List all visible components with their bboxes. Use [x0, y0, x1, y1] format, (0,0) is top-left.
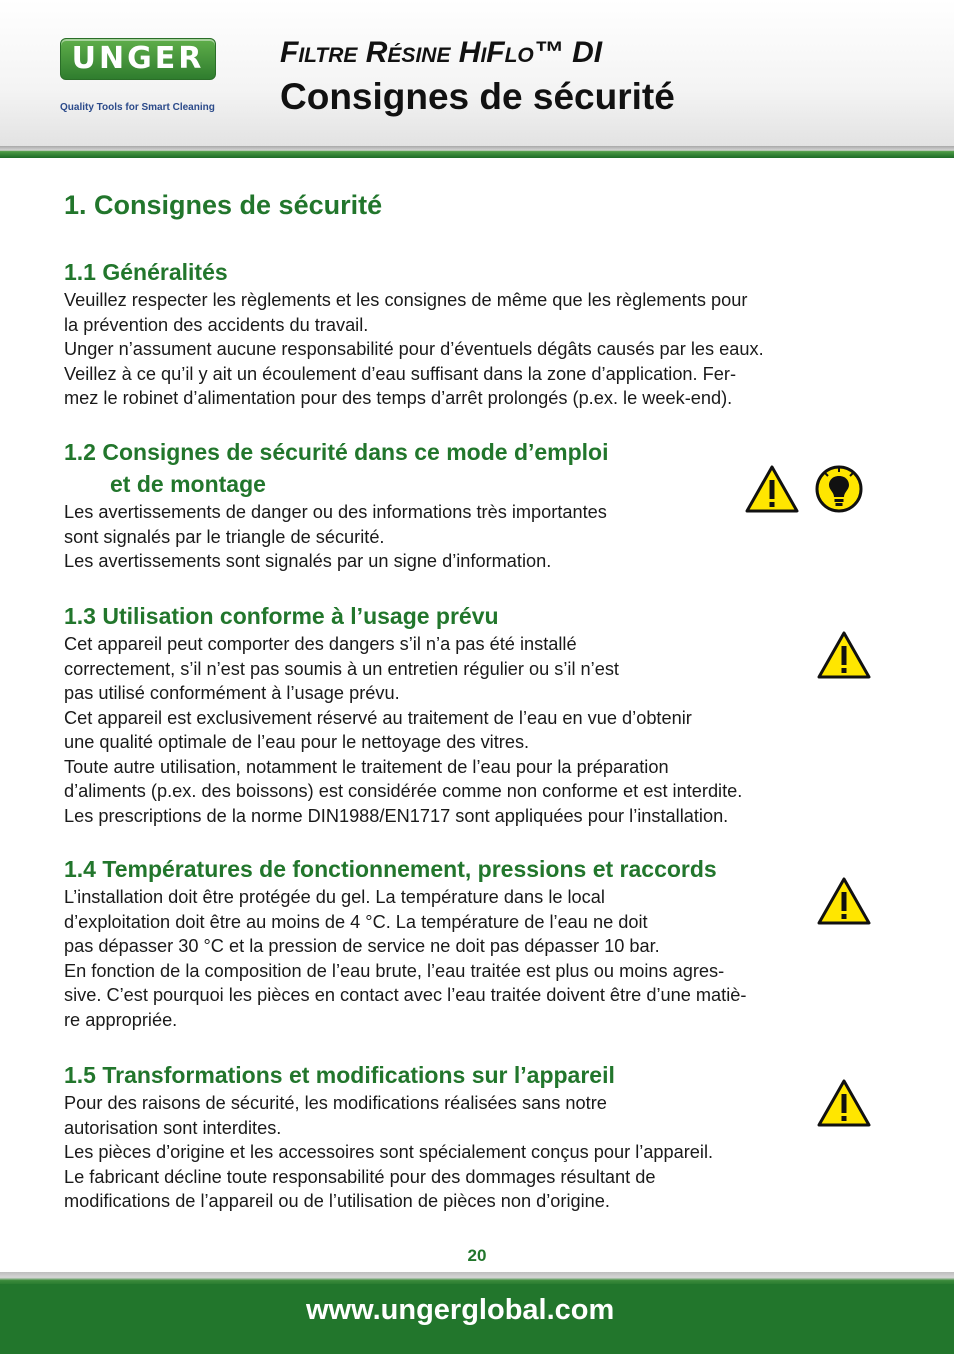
warning-triangle-icon [816, 1078, 872, 1128]
paragraph-line: Unger n’assument aucune responsabilité pour d’éventuels dégâts causés par les eaux. [64, 339, 764, 359]
product-title: Filtre Résine HiFlo™ DI [280, 36, 603, 69]
paragraph-line: sont signalés par le triangle de sécurité. [64, 526, 385, 547]
section-title-line-2: et de montage [110, 471, 266, 497]
page-number: 20 [467, 1246, 487, 1265]
page-title: Consignes de sécurité [280, 76, 675, 117]
paragraph-line: pas utilisé conformément à l’usage prévu. [64, 683, 400, 703]
header-divider [0, 146, 954, 158]
section-1-3 [64, 600, 742, 828]
paragraph-line: L’installation doit être protégée du gel. La température dans le local [64, 887, 605, 907]
paragraph-line: sive. C’est pourquoi les pièces en contact avec l’eau traitée doivent être d’une matiè- [64, 985, 747, 1005]
paragraph-line: d’exploitation doit être au moins de 4 °C. La température de l’eau ne doit [64, 911, 648, 932]
logo-tagline: Quality Tools for Smart Cleaning [60, 102, 215, 113]
paragraph-line: une qualité optimale de l’eau pour le nettoyage des vitres. [64, 732, 530, 752]
paragraph-line: autorisation sont interdites. [64, 1117, 282, 1138]
paragraph-line: la prévention des accidents du travail. [64, 314, 369, 335]
paragraph-line: Pour des raisons de sécurité, les modifications réalisées sans notre [64, 1093, 607, 1113]
logo-badge [60, 38, 216, 80]
paragraph-line: Veuillez respecter les règlements et les consignes de même que les règlements pour [64, 290, 748, 310]
page-footer [0, 1284, 954, 1354]
logo-wordmark: UNGER [71, 41, 205, 76]
paragraph-line: Les prescriptions de la norme DIN1988/EN1717 sont appliquées pour l’installation. [64, 805, 729, 826]
paragraph-line: re appropriée. [64, 1009, 178, 1030]
page-header [0, 0, 954, 148]
section-title: 1.4 Températures de fonctionnement, pressions et raccords [64, 856, 717, 882]
paragraph-line: Les avertissements sont signalés par un signe d’information. [64, 551, 552, 571]
lightbulb-info-icon [814, 464, 864, 514]
section-title-line-1: 1.2 Consignes de sécurité dans ce mode d’emploi [64, 439, 609, 465]
section-title: 1.1 Généralités [64, 259, 228, 285]
paragraph-line: Veillez à ce qu’il y ait un écoulement d’eau suffisant dans la zone d’application. Fer- [64, 363, 736, 384]
paragraph-line: correctement, s’il n’est pas soumis à un entretien régulier ou s’il n’est [64, 658, 619, 679]
section-title [64, 436, 609, 500]
section-title: 1.5 Transformations et modifications sur l’appareil [64, 1062, 615, 1088]
paragraph-line: Toute autre utilisation, notamment le traitement de l’eau pour la préparation [64, 756, 669, 777]
section-1-5 [64, 1059, 713, 1214]
paragraph-line: En fonction de la composition de l’eau brute, l’eau traitée est plus ou moins agres- [64, 960, 725, 981]
warning-triangle-icon [816, 876, 872, 926]
unger-logo [60, 38, 216, 118]
paragraph-line: Cet appareil peut comporter des dangers s’il n’a pas été installé [64, 634, 577, 654]
section-1-1 [64, 256, 764, 411]
paragraph-line: Cet appareil est exclusivement réservé au traitement de l’eau en vue d’obtenir [64, 707, 692, 728]
website-link[interactable]: www.ungerglobal.com [306, 1294, 615, 1326]
section-1-2 [64, 436, 609, 574]
main-heading: 1. Consignes de sécurité [64, 190, 383, 220]
paragraph-line: modifications de l’appareil ou de l’utilisation de pièces non d’origine. [64, 1191, 610, 1211]
paragraph-line: mez le robinet d’alimentation pour des temps d’arrêt prolongés (p.ex. le week-end). [64, 388, 733, 408]
section-title: 1.3 Utilisation conforme à l’usage prévu [64, 603, 499, 629]
paragraph-line: Les pièces d’origine et les accessoires sont spécialement conçus pour l’appareil. [64, 1142, 714, 1162]
section-1-4 [64, 853, 746, 1032]
warning-triangle-icon [816, 630, 872, 680]
paragraph-line: Les avertissements de danger ou des informations très importantes [64, 502, 607, 522]
paragraph-line: d’aliments (p.ex. des boissons) est considérée comme non conforme et est interdite. [64, 781, 743, 801]
warning-triangle-icon [744, 464, 800, 514]
paragraph-line: Le fabricant décline toute responsabilité pour des dommages résultant de [64, 1166, 656, 1187]
paragraph-line: pas dépasser 30 °C et la pression de service ne doit pas dépasser 10 bar. [64, 936, 660, 956]
